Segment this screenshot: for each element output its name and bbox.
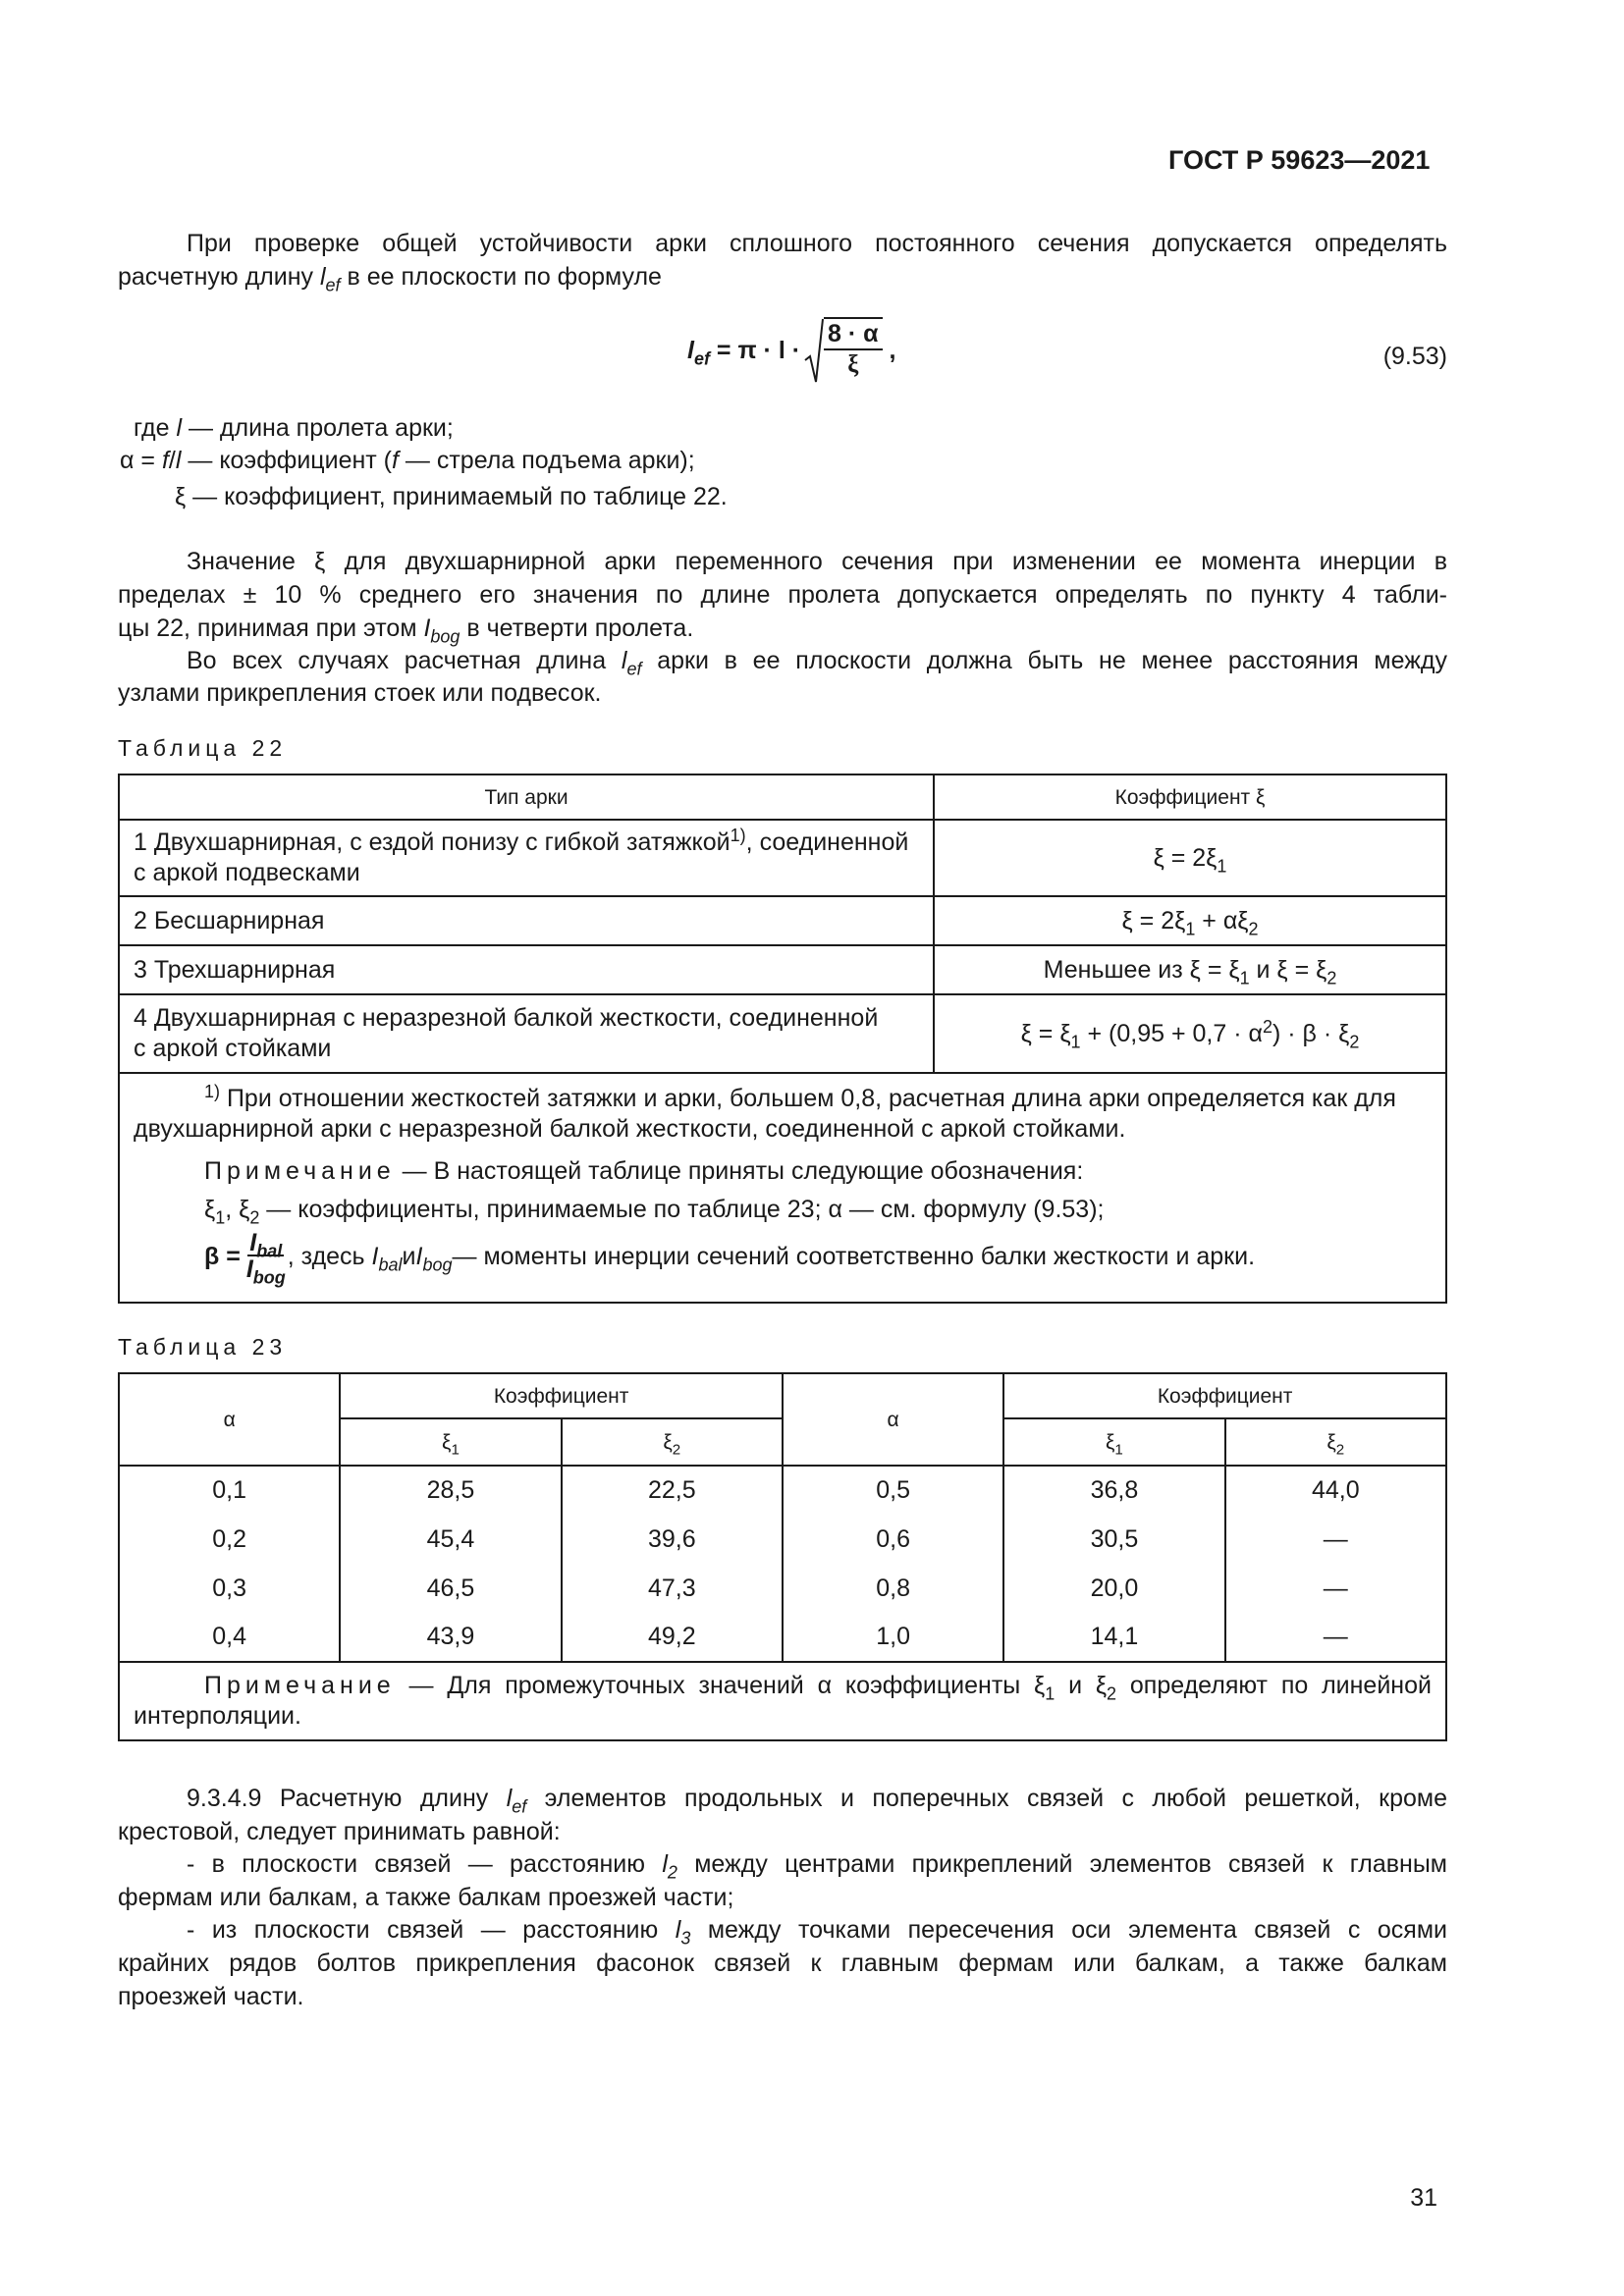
table22-r4-coef: $\xi = \xi_1 + (0,95 + 0,7 \cdot \alpha^2) \cdot \beta \cdot \xi_2$ (934, 994, 1446, 1073)
table-cell: 49,2 (562, 1613, 783, 1662)
para2-line-2: пределах ± 10 % среднего его значения по длине пролета допускается определять по пункту 4 табли- (118, 581, 1447, 609)
table22-footnote-line-2: двухшарнирной арки с неразрезной балкой жесткости, соединенной с аркой стойками. (134, 1115, 1126, 1143)
para3-line-1: 9.3.4.9 Расчетную длину $l_{ef}$ элементов продольных и поперечных связей с любой решеткой, кроме (187, 1785, 1447, 1817)
table-cell: 28,5 (340, 1466, 561, 1515)
para3-line-4: фермам или балкам, а также балкам проезжей части; (118, 1884, 734, 1911)
table-cell: 47,3 (562, 1564, 783, 1613)
where-line-1: где l — длина пролета арки; (134, 414, 454, 442)
table-cell: 30,5 (1003, 1515, 1224, 1564)
formula-9-53: $l_{ef}$ = π · l · 8 · α ξ , (687, 316, 895, 385)
table22-r2-coef: $\xi = 2\xi_1 + \alpha\xi_2$ (934, 896, 1446, 945)
table22-note-line-2: $\xi_1$, $\xi_2$ — коэффициенты, принимаемые по таблице 23; α — см. формулу (9.53); (204, 1196, 1105, 1228)
table-cell: — (1225, 1613, 1446, 1662)
table23-body (119, 1466, 1446, 1662)
table-cell: 36,8 (1003, 1466, 1224, 1515)
table22-footnote-row (119, 1073, 1446, 1303)
table-cell: 0,1 (119, 1466, 340, 1515)
table23-head-xi1-left: $\xi_1$ (340, 1418, 561, 1466)
table-row (119, 1515, 1446, 1564)
para2-line-5: узлами прикрепления стоек или подвесок. (118, 679, 602, 707)
table23-head-xi2-right: $\xi_2$ (1225, 1418, 1446, 1466)
formula-number: (9.53) (1382, 343, 1447, 370)
para3-line-6: крайних рядов болтов прикрепления фасонок связей к главным фермам или балкам, а также балкам (118, 1949, 1447, 1977)
table22-r4-type: 4 Двухшарнирная с неразрезной балкой жесткости, соединенной с аркой стойками (119, 994, 934, 1073)
table-cell: — (1225, 1515, 1446, 1564)
table-cell: 0,4 (119, 1613, 340, 1662)
para3-line-7: проезжей части. (118, 1983, 304, 2010)
table23-header-row-1 (119, 1373, 1446, 1418)
beta-fraction: $\frac{I_{bal}}{I_{bog}}$ (245, 1229, 286, 1288)
table23-head-alpha-right: α (783, 1373, 1003, 1466)
table-row (119, 945, 1446, 994)
where-line-2: α = f/l — коэффициент (f — стрела подъема арки); (120, 447, 695, 474)
table-row (119, 994, 1446, 1073)
table-cell: 14,1 (1003, 1613, 1224, 1662)
table22-r3-type: 3 Трехшарнирная (119, 945, 934, 994)
table22-r3-coef: Меньшее из $\xi = \xi_1$ и $\xi = \xi_2$ (934, 945, 1446, 994)
table-cell: 0,2 (119, 1515, 340, 1564)
para2-line-1: Значение ξ для двухшарнирной арки переменного сечения при изменении ее момента инерции в (187, 548, 1447, 575)
table-row (119, 1564, 1446, 1613)
table-cell: 22,5 (562, 1466, 783, 1515)
table-cell: 0,8 (783, 1564, 1003, 1613)
table-row (119, 820, 1446, 896)
table-cell: — (1225, 1564, 1446, 1613)
table23-note-line-2: интерполяции. (134, 1702, 301, 1730)
table23-note-row (119, 1662, 1446, 1740)
table22-r1-coef: $\xi = 2\xi_1$ (934, 820, 1446, 896)
table-cell: 43,9 (340, 1613, 561, 1662)
table-cell: 1,0 (783, 1613, 1003, 1662)
table22-footnote-line-1: $^{1)}$ При отношении жесткостей затяжки и арки, большем 0,8, расчетная длина арки определяется как для (204, 1082, 1396, 1112)
table22-footnote-cell (119, 1073, 1446, 1303)
table-cell: 44,0 (1225, 1466, 1446, 1515)
table-23 (118, 1372, 1447, 1741)
table23-head-xi1-right: $\xi_1$ (1003, 1418, 1224, 1466)
table-cell: 0,5 (783, 1466, 1003, 1515)
sqrt-sign (804, 317, 824, 384)
table-cell: 20,0 (1003, 1564, 1224, 1613)
table-row (119, 1466, 1446, 1515)
table-cell: 45,4 (340, 1515, 561, 1564)
intro-line-2: расчетную длину $l_{ef}$ в ее плоскости по формуле (118, 263, 662, 295)
table22-head-type: Тип арки (119, 774, 934, 820)
page-number: 31 (1410, 2184, 1437, 2212)
table23-head-xi2-left: $\xi_2$ (562, 1418, 783, 1466)
table-row (119, 1613, 1446, 1662)
table-cell: 0,3 (119, 1564, 340, 1613)
table-row (119, 896, 1446, 945)
table23-head-coef-right: Коэффициент (1003, 1373, 1446, 1418)
para3-line-5: - из плоскости связей — расстоянию $l_3$ между точками пересечения оси элемента связей с осями (187, 1916, 1448, 1949)
table22-note-line-3: β = $\frac{I_{bal}}{I_{bog}}$ , здесь $I_{bal}$ и $I_{bog}$ — моменты инерции сечений соответственно балки жесткости и арки. (204, 1229, 1256, 1288)
document-header: ГОСТ Р 59623—2021 (1168, 145, 1431, 175)
table22-caption: Таблица 22 (118, 735, 288, 761)
table22-r1-type: 1 Двухшарнирная, с ездой понизу с гибкой затяжкой$^{1)}$, соединенной с аркой подвесками (119, 820, 934, 896)
para2-line-4: Во всех случаях расчетная длина $l_{ef}$ арки в ее плоскости должна быть не менее расстояния между (187, 647, 1448, 679)
table23-head-coef-left: Коэффициент (340, 1373, 783, 1418)
para2-line-3: цы 22, принимая при этом $I_{bog}$ в четверти пролета. (118, 614, 694, 647)
where-line-3: ξ — коэффициент, принимаемый по таблице 22. (175, 483, 728, 510)
table23-note-line-1: Примечание — Для промежуточных значений α коэффициенты $\xi_1$ и $\xi_2$ определяют по линейной (204, 1672, 1432, 1704)
intro-line-1: При проверке общей устойчивости арки сплошного постоянного сечения допускается определять (187, 230, 1447, 257)
para3-line-3: - в плоскости связей — расстоянию $l_2$ между центрами прикреплений элементов связей к главным (187, 1850, 1447, 1883)
table-cell: 39,6 (562, 1515, 783, 1564)
table23-note-cell (119, 1662, 1446, 1740)
table22-header-row (119, 774, 1446, 820)
table-cell: 46,5 (340, 1564, 561, 1613)
table22-r2-type: 2 Бесшарнирная (119, 896, 934, 945)
table23-head-alpha-left: α (119, 1373, 340, 1466)
table23-caption: Таблица 23 (118, 1334, 288, 1360)
table-cell: 0,6 (783, 1515, 1003, 1564)
table22-head-coef: Коэффициент ξ (934, 774, 1446, 820)
table-22 (118, 774, 1447, 1304)
table22-note-line-1: Примечание — В настоящей таблице приняты следующие обозначения: (204, 1157, 1084, 1185)
para3-line-2: крестовой, следует принимать равной: (118, 1818, 561, 1845)
